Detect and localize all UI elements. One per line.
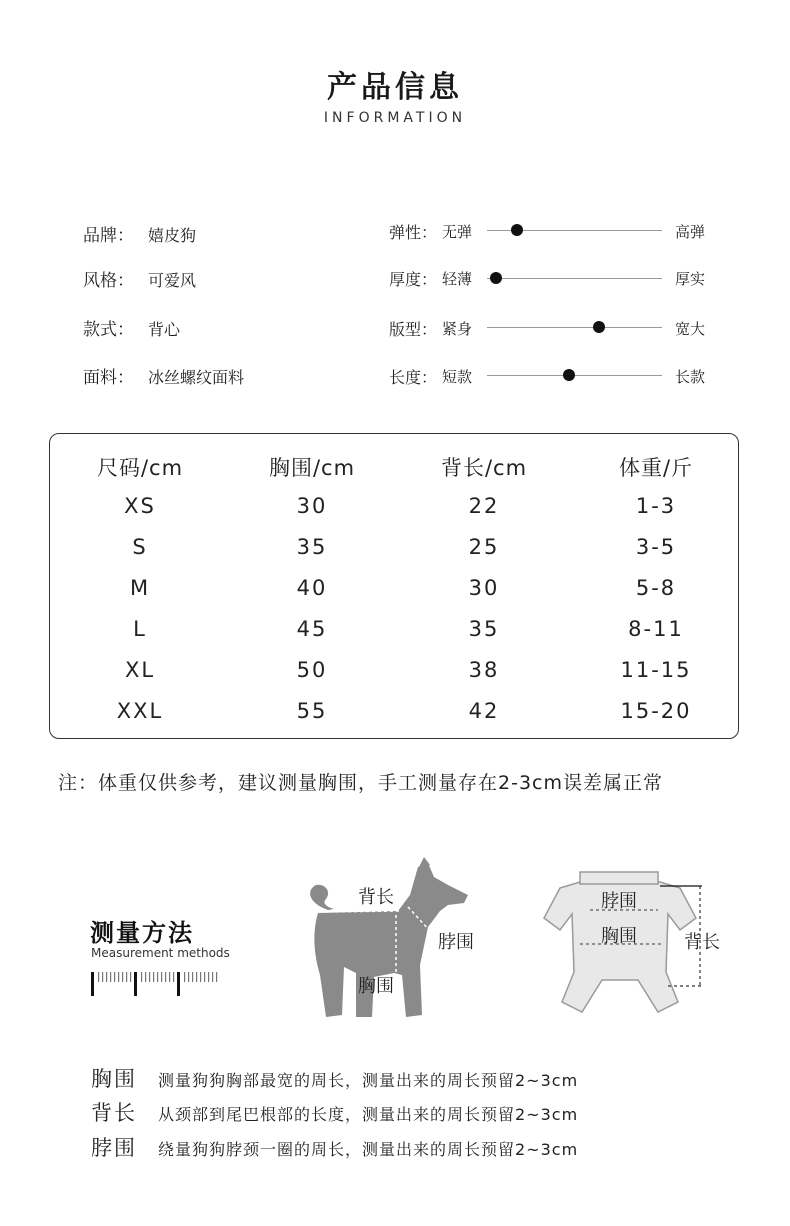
attr-label-fabric: 面料： bbox=[83, 368, 134, 388]
attr-value-type: 背心 bbox=[148, 320, 181, 339]
back-length-line bbox=[324, 911, 402, 912]
table-cell: 45 bbox=[296, 617, 328, 641]
table-cell: 1-3 bbox=[635, 494, 677, 518]
table-header: 尺码/cm bbox=[96, 456, 184, 480]
slider-label: 版型： bbox=[389, 320, 438, 339]
slider-min-label: 无弹 bbox=[442, 223, 473, 241]
table-header: 背长/cm bbox=[440, 456, 528, 480]
slider-min-label: 短款 bbox=[442, 368, 473, 386]
table-cell: 3-5 bbox=[635, 535, 677, 559]
slider-min-label: 轻薄 bbox=[442, 270, 473, 288]
table-cell: 50 bbox=[296, 658, 328, 682]
slider-max-label: 宽大 bbox=[675, 320, 706, 338]
slider-track bbox=[487, 327, 662, 328]
size-note: 注：体重仅供参考，建议测量胸围，手工测量存在2-3cm误差属正常 bbox=[58, 772, 663, 794]
attr-label-type: 款式： bbox=[83, 320, 134, 340]
slider-knob bbox=[593, 321, 605, 333]
table-cell: 42 bbox=[468, 699, 500, 723]
description-term: 脖围 bbox=[91, 1136, 137, 1160]
shirt-label-chest: 胸围 bbox=[601, 926, 637, 947]
table-cell: 15-20 bbox=[620, 699, 692, 723]
slider-max-label: 厚实 bbox=[675, 270, 706, 288]
description-term: 胸围 bbox=[91, 1067, 137, 1091]
ruler-icon bbox=[90, 968, 220, 998]
description-text: 测量狗狗胸部最宽的周长，测量出来的周长预留2~3cm bbox=[158, 1071, 579, 1090]
dog-label-chest: 胸围 bbox=[358, 976, 394, 997]
slider-knob bbox=[511, 224, 523, 236]
table-header: 胸围/cm bbox=[268, 456, 356, 480]
table-cell: 22 bbox=[468, 494, 500, 518]
slider-track bbox=[487, 278, 662, 279]
dog-label-neck: 脖围 bbox=[438, 932, 474, 953]
size-table bbox=[49, 433, 739, 739]
dog-label-back: 背长 bbox=[358, 887, 394, 908]
table-cell: 5-8 bbox=[635, 576, 677, 600]
table-cell: 38 bbox=[468, 658, 500, 682]
slider-min-label: 紧身 bbox=[442, 320, 473, 338]
method-title: 测量方法 bbox=[90, 919, 194, 947]
table-cell: XXL bbox=[116, 699, 164, 723]
shirt-label-neck: 脖围 bbox=[601, 891, 637, 912]
slider-label: 厚度： bbox=[389, 270, 438, 289]
table-cell: 40 bbox=[296, 576, 328, 600]
shirt-collar bbox=[580, 872, 658, 884]
table-cell: 25 bbox=[468, 535, 500, 559]
table-cell: XL bbox=[124, 658, 156, 682]
table-cell: M bbox=[129, 576, 151, 600]
slider-label: 弹性： bbox=[389, 223, 438, 242]
shirt-label-back: 背长 bbox=[684, 932, 720, 953]
table-cell: 30 bbox=[468, 576, 500, 600]
table-cell: L bbox=[133, 617, 147, 641]
description-text: 从颈部到尾巴根部的长度，测量出来的周长预留2~3cm bbox=[158, 1105, 579, 1124]
slider-knob bbox=[490, 272, 502, 284]
slider-max-label: 高弹 bbox=[675, 223, 706, 241]
table-cell: XS bbox=[124, 494, 156, 518]
page-subtitle: INFORMATION bbox=[323, 110, 467, 126]
table-cell: 35 bbox=[468, 617, 500, 641]
table-cell: 11-15 bbox=[620, 658, 692, 682]
attr-value-fabric: 冰丝螺纹面料 bbox=[148, 368, 245, 387]
page-title: 产品信息 bbox=[327, 70, 463, 105]
table-cell: 35 bbox=[296, 535, 328, 559]
description-text: 绕量狗狗脖颈一圈的周长，测量出来的周长预留2~3cm bbox=[158, 1140, 579, 1159]
slider-knob bbox=[563, 369, 575, 381]
description-term: 背长 bbox=[91, 1101, 137, 1125]
slider-label: 长度： bbox=[389, 368, 438, 387]
attr-value-style: 可爱风 bbox=[148, 271, 197, 290]
table-cell: S bbox=[132, 535, 148, 559]
attr-label-style: 风格： bbox=[83, 271, 134, 291]
table-cell: 30 bbox=[296, 494, 328, 518]
attr-value-brand: 嬉皮狗 bbox=[148, 226, 197, 245]
attr-label-brand: 品牌： bbox=[83, 226, 134, 246]
slider-max-label: 长款 bbox=[675, 368, 706, 386]
table-cell: 8-11 bbox=[628, 617, 684, 641]
table-cell: 55 bbox=[296, 699, 328, 723]
table-header: 体重/斤 bbox=[618, 456, 694, 480]
method-subtitle: Measurement methods bbox=[91, 946, 230, 960]
